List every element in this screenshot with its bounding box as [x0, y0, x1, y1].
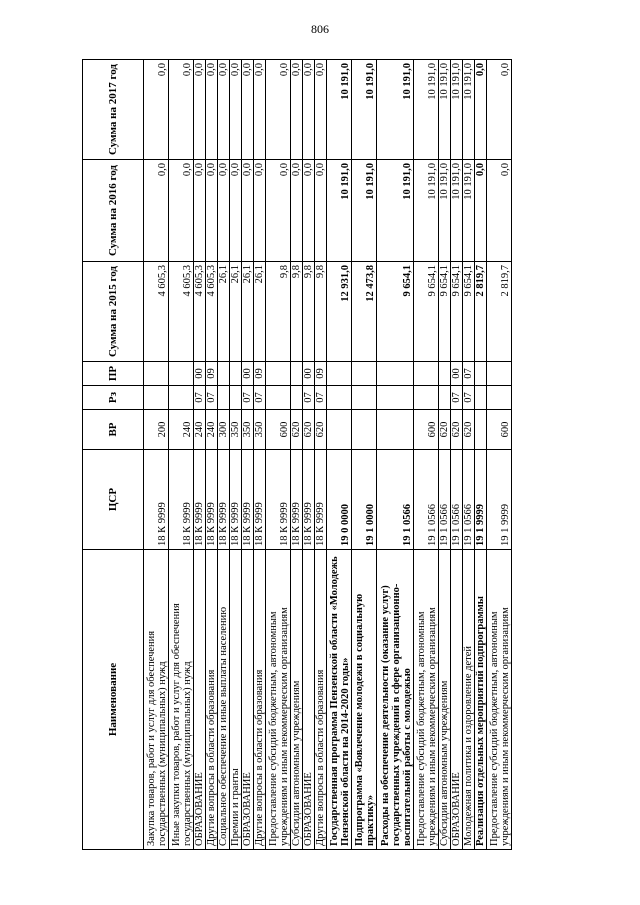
cell-name: ОБРАЗОВАНИЕ [194, 550, 206, 850]
cell-sum-2017: 10 191,0 [327, 60, 352, 160]
cell-rz: 07 [463, 386, 475, 410]
cell-sum-2017: 0,0 [169, 60, 194, 160]
header-sum-2016: Сумма на 2016 год [83, 160, 144, 262]
table-row [254, 60, 266, 850]
budget-table [82, 59, 512, 850]
table-row [377, 60, 414, 850]
cell-vr: 350 [254, 410, 266, 450]
cell-sum-2017: 10 191,0 [352, 60, 377, 160]
table-row [327, 60, 352, 850]
cell-rz: 07 [206, 386, 218, 410]
cell-sum-2015: 9 654,1 [451, 262, 463, 362]
cell-rz [291, 386, 303, 410]
table-row [206, 60, 218, 850]
cell-pr [291, 362, 303, 386]
cell-name: Предоставление субсидий бюджетным, автономным учреждениям и иным некоммерческим организациям [414, 550, 439, 850]
cell-sum-2017: 10 191,0 [439, 60, 451, 160]
cell-vr: 240 [194, 410, 206, 450]
cell-name: Предоставление субсидий бюджетным, автономным учреждениям и иным некоммерческим организациям [266, 550, 291, 850]
cell-rz: 07 [254, 386, 266, 410]
table-body [144, 60, 512, 850]
table-header-row [83, 60, 144, 850]
cell-rz: 07 [315, 386, 327, 410]
cell-sum-2017: 0,0 [291, 60, 303, 160]
cell-csr: 19 1 0566 [439, 450, 451, 550]
cell-name: Другие вопросы в области образования [206, 550, 218, 850]
cell-pr: 00 [194, 362, 206, 386]
cell-sum-2017: 0,0 [206, 60, 218, 160]
cell-sum-2016: 0,0 [487, 160, 512, 262]
cell-csr: 18 К 9999 [194, 450, 206, 550]
cell-vr: 620 [291, 410, 303, 450]
cell-sum-2015: 9 654,1 [463, 262, 475, 362]
cell-sum-2015: 9 654,1 [377, 262, 414, 362]
cell-sum-2016: 0,0 [291, 160, 303, 262]
cell-name: Молодежная политика и оздоровление детей [463, 550, 475, 850]
cell-name: ОБРАЗОВАНИЕ [242, 550, 254, 850]
table-row [451, 60, 463, 850]
cell-name: Подпрограмма «Вовлечение молодежи в социальную практику» [352, 550, 377, 850]
cell-pr [377, 362, 414, 386]
cell-csr: 19 1 0566 [377, 450, 414, 550]
cell-sum-2016: 0,0 [242, 160, 254, 262]
cell-pr [144, 362, 169, 386]
cell-vr: 620 [303, 410, 315, 450]
cell-rz [475, 386, 487, 410]
cell-vr: 300 [218, 410, 230, 450]
cell-name: Субсидии автономным учреждениям [439, 550, 451, 850]
cell-pr: 00 [451, 362, 463, 386]
cell-sum-2017: 0,0 [218, 60, 230, 160]
cell-csr: 18 К 9999 [144, 450, 169, 550]
cell-pr [169, 362, 194, 386]
cell-pr: 09 [206, 362, 218, 386]
cell-vr: 240 [206, 410, 218, 450]
cell-rz [230, 386, 242, 410]
header-sum-2017: Сумма на 2017 год [83, 60, 144, 160]
table-row [439, 60, 451, 850]
cell-rz [169, 386, 194, 410]
cell-vr [327, 410, 352, 450]
cell-sum-2015: 9,8 [266, 262, 291, 362]
cell-sum-2017: 10 191,0 [451, 60, 463, 160]
cell-vr: 620 [315, 410, 327, 450]
cell-sum-2016: 0,0 [475, 160, 487, 262]
cell-sum-2016: 10 191,0 [352, 160, 377, 262]
cell-sum-2015: 12 931,0 [327, 262, 352, 362]
cell-vr: 350 [242, 410, 254, 450]
cell-pr [414, 362, 439, 386]
cell-rz [218, 386, 230, 410]
cell-name: Другие вопросы в области образования [254, 550, 266, 850]
header-csr: ЦСР [83, 450, 144, 550]
cell-pr [230, 362, 242, 386]
cell-rz: 07 [242, 386, 254, 410]
table-row [266, 60, 291, 850]
cell-sum-2017: 0,0 [194, 60, 206, 160]
cell-name: Реализация отдельных мероприятий подпрограммы [475, 550, 487, 850]
cell-vr: 620 [439, 410, 451, 450]
cell-sum-2017: 0,0 [315, 60, 327, 160]
cell-rz [327, 386, 352, 410]
cell-pr [439, 362, 451, 386]
cell-csr: 19 0 0000 [327, 450, 352, 550]
cell-vr: 200 [144, 410, 169, 450]
table-row [352, 60, 377, 850]
cell-rz: 07 [451, 386, 463, 410]
cell-sum-2015: 9,8 [303, 262, 315, 362]
cell-rz [487, 386, 512, 410]
cell-vr [475, 410, 487, 450]
cell-vr: 620 [451, 410, 463, 450]
cell-rz: 07 [303, 386, 315, 410]
cell-sum-2015: 2 819,7 [475, 262, 487, 362]
cell-rz [377, 386, 414, 410]
cell-sum-2016: 0,0 [206, 160, 218, 262]
cell-sum-2016: 0,0 [303, 160, 315, 262]
cell-sum-2016: 0,0 [218, 160, 230, 262]
table-row [475, 60, 487, 850]
cell-name: Премии и гранты [230, 550, 242, 850]
cell-vr: 600 [487, 410, 512, 450]
table-row [414, 60, 439, 850]
cell-vr: 600 [414, 410, 439, 450]
cell-sum-2015: 9 654,1 [414, 262, 439, 362]
cell-sum-2015: 9 654,1 [439, 262, 451, 362]
cell-csr: 18 К 9999 [206, 450, 218, 550]
cell-csr: 18 К 9999 [254, 450, 266, 550]
cell-pr: 09 [315, 362, 327, 386]
rotated-table-container [82, 60, 622, 850]
cell-name: Социальное обеспечение и иные выплаты населению [218, 550, 230, 850]
table-row [303, 60, 315, 850]
header-rz: Рз [83, 386, 144, 410]
cell-sum-2016: 0,0 [230, 160, 242, 262]
header-vr: ВР [83, 410, 144, 450]
cell-sum-2017: 10 191,0 [463, 60, 475, 160]
cell-sum-2016: 0,0 [194, 160, 206, 262]
cell-sum-2016: 0,0 [144, 160, 169, 262]
cell-name: Закупка товаров, работ и услуг для обеспечения государственных (муниципальных) нужд [144, 550, 169, 850]
cell-csr: 19 1 0000 [352, 450, 377, 550]
cell-csr: 18 К 9999 [315, 450, 327, 550]
cell-csr: 18 К 9999 [230, 450, 242, 550]
cell-vr: 350 [230, 410, 242, 450]
cell-sum-2015: 26,1 [242, 262, 254, 362]
table-row [487, 60, 512, 850]
cell-sum-2017: 0,0 [475, 60, 487, 160]
cell-pr [487, 362, 512, 386]
cell-rz [439, 386, 451, 410]
cell-sum-2015: 4 605,3 [194, 262, 206, 362]
cell-name: Расходы на обеспечение деятельности (оказание услуг) государственных учреждений в сфере организационно-воспитательной работы с молодежью [377, 550, 414, 850]
cell-sum-2016: 10 191,0 [327, 160, 352, 262]
cell-sum-2017: 0,0 [242, 60, 254, 160]
cell-rz: 07 [194, 386, 206, 410]
cell-csr: 18 К 9999 [291, 450, 303, 550]
cell-pr: 09 [254, 362, 266, 386]
cell-name: Предоставление субсидий бюджетным, автономным учреждениям и иным некоммерческим организациям [487, 550, 512, 850]
header-pr: ПР [83, 362, 144, 386]
table-row [315, 60, 327, 850]
header-sum-2015: Сумма на 2015 год [83, 262, 144, 362]
table-row [463, 60, 475, 850]
cell-sum-2015: 12 473,8 [352, 262, 377, 362]
cell-sum-2015: 26,1 [254, 262, 266, 362]
cell-csr: 19 1 9999 [487, 450, 512, 550]
cell-sum-2015: 4 605,3 [169, 262, 194, 362]
cell-sum-2017: 0,0 [487, 60, 512, 160]
cell-vr: 600 [266, 410, 291, 450]
cell-rz [266, 386, 291, 410]
cell-sum-2016: 10 191,0 [414, 160, 439, 262]
cell-name: Другие вопросы в области образования [315, 550, 327, 850]
cell-sum-2017: 10 191,0 [414, 60, 439, 160]
cell-sum-2015: 4 605,3 [206, 262, 218, 362]
cell-vr: 620 [463, 410, 475, 450]
cell-sum-2017: 0,0 [230, 60, 242, 160]
cell-sum-2017: 0,0 [144, 60, 169, 160]
cell-sum-2016: 10 191,0 [463, 160, 475, 262]
cell-csr: 18 К 9999 [266, 450, 291, 550]
cell-sum-2016: 10 191,0 [439, 160, 451, 262]
header-name: Наименование [83, 550, 144, 850]
table-row [169, 60, 194, 850]
cell-sum-2015: 26,1 [218, 262, 230, 362]
cell-csr: 18 К 9999 [242, 450, 254, 550]
cell-pr [266, 362, 291, 386]
cell-rz [414, 386, 439, 410]
cell-vr: 240 [169, 410, 194, 450]
table-row [194, 60, 206, 850]
table-row [242, 60, 254, 850]
cell-sum-2015: 9,8 [291, 262, 303, 362]
table-row [218, 60, 230, 850]
cell-sum-2017: 0,0 [266, 60, 291, 160]
cell-name: Иные закупки товаров, работ и услуг для обеспечения государственных (муниципальных) нужд [169, 550, 194, 850]
cell-csr: 19 1 0566 [463, 450, 475, 550]
cell-sum-2016: 10 191,0 [377, 160, 414, 262]
cell-csr: 19 1 0566 [414, 450, 439, 550]
cell-sum-2016: 0,0 [169, 160, 194, 262]
cell-sum-2016: 10 191,0 [451, 160, 463, 262]
page-number: 806 [311, 22, 329, 36]
cell-vr [352, 410, 377, 450]
cell-pr [218, 362, 230, 386]
cell-sum-2015: 4 605,3 [144, 262, 169, 362]
cell-csr: 19 1 0566 [451, 450, 463, 550]
cell-name: ОБРАЗОВАНИЕ [303, 550, 315, 850]
cell-sum-2017: 0,0 [254, 60, 266, 160]
table-row [291, 60, 303, 850]
cell-pr [327, 362, 352, 386]
table-row [230, 60, 242, 850]
cell-pr: 00 [242, 362, 254, 386]
cell-name: Субсидии автономным учреждениям [291, 550, 303, 850]
cell-pr: 07 [463, 362, 475, 386]
cell-csr: 18 К 9999 [218, 450, 230, 550]
cell-sum-2015: 9,8 [315, 262, 327, 362]
cell-sum-2016: 0,0 [315, 160, 327, 262]
cell-pr [475, 362, 487, 386]
cell-rz [144, 386, 169, 410]
cell-sum-2015: 2 819,7 [487, 262, 512, 362]
cell-csr: 18 К 9999 [169, 450, 194, 550]
cell-sum-2017: 0,0 [303, 60, 315, 160]
cell-pr: 00 [303, 362, 315, 386]
cell-vr [377, 410, 414, 450]
cell-name: ОБРАЗОВАНИЕ [451, 550, 463, 850]
cell-sum-2016: 0,0 [254, 160, 266, 262]
cell-sum-2016: 0,0 [266, 160, 291, 262]
cell-name: Государственная программа Пензенской области «Молодежь Пензенской области на 2014-2020 годы» [327, 550, 352, 850]
cell-pr [352, 362, 377, 386]
cell-sum-2015: 26,1 [230, 262, 242, 362]
table-row [144, 60, 169, 850]
cell-sum-2017: 10 191,0 [377, 60, 414, 160]
cell-csr: 19 1 9999 [475, 450, 487, 550]
cell-csr: 18 К 9999 [303, 450, 315, 550]
cell-rz [352, 386, 377, 410]
